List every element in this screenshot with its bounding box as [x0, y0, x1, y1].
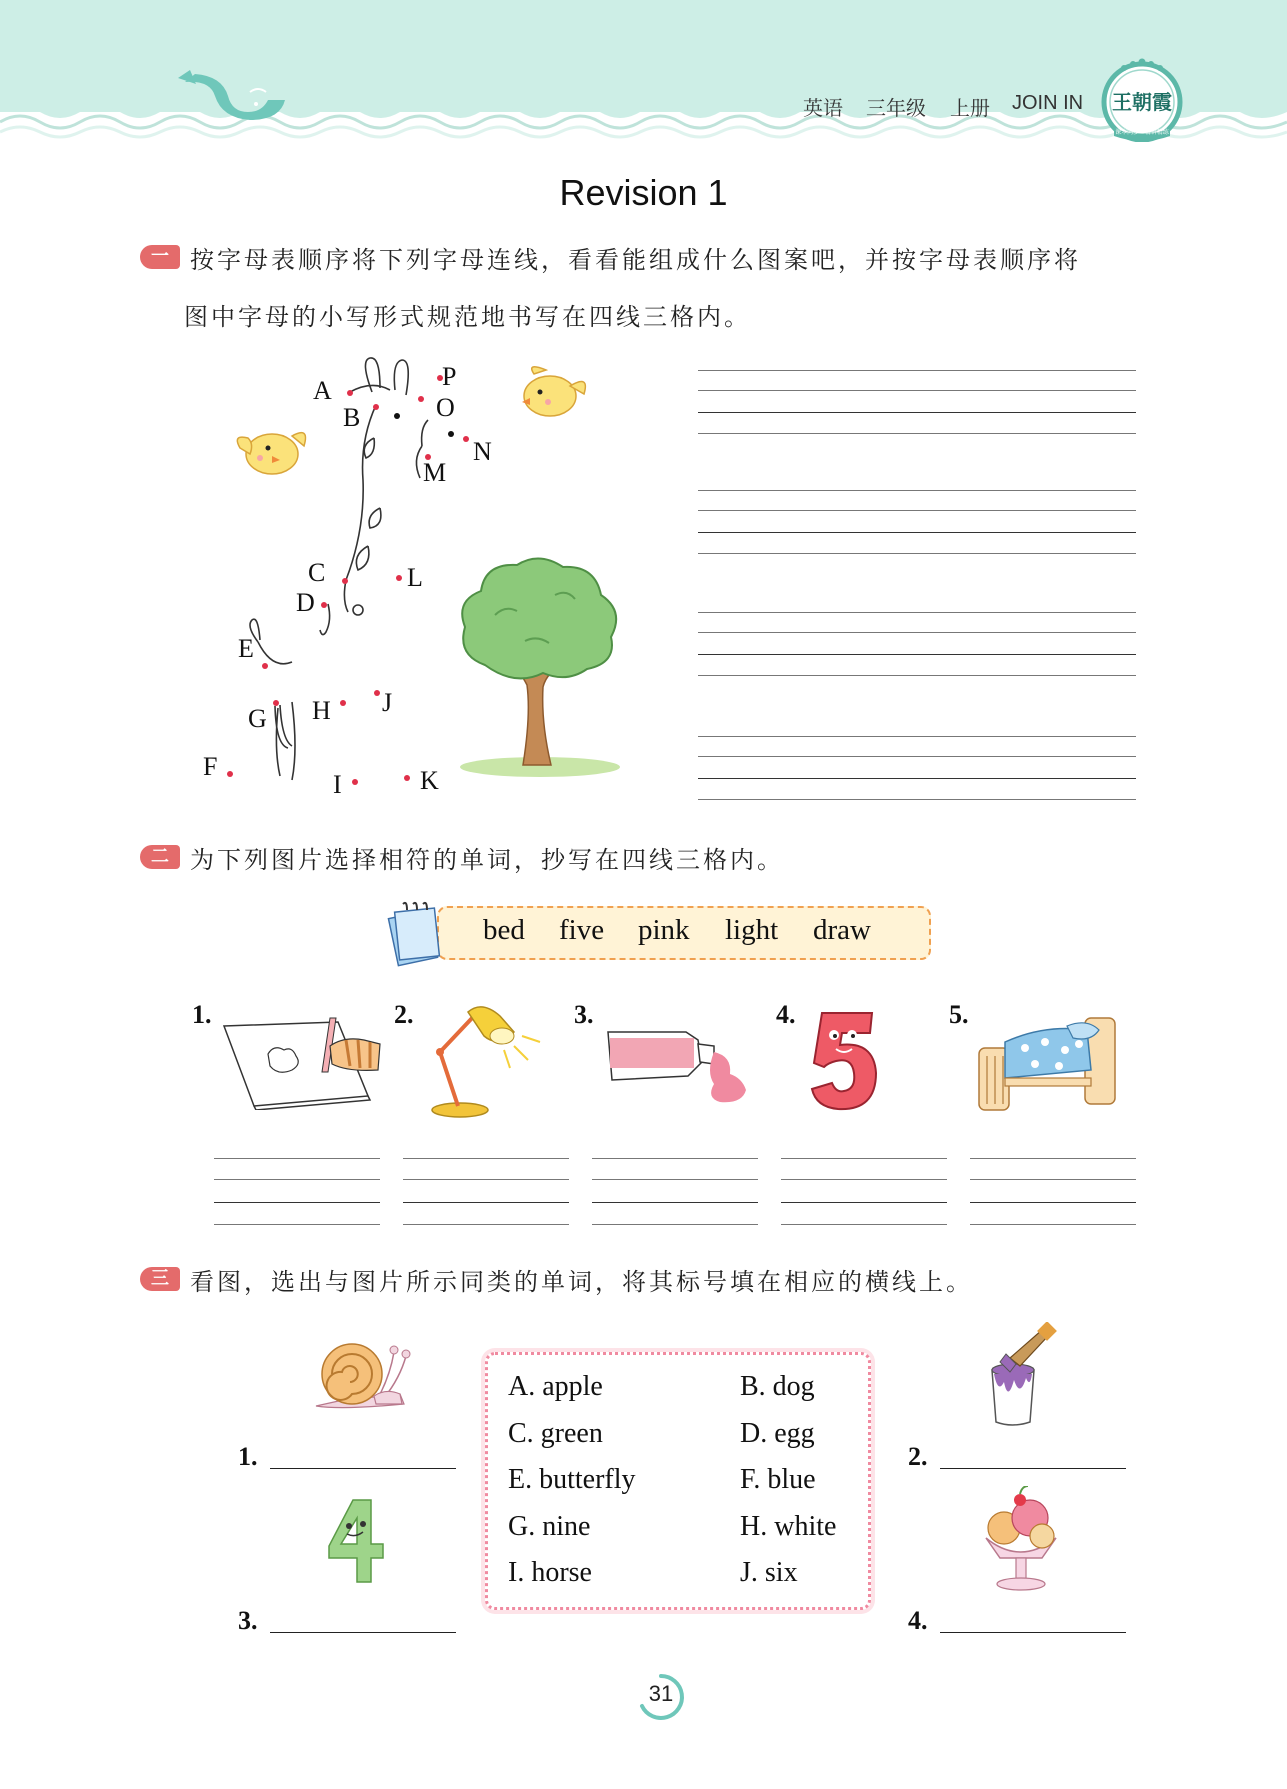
writing-grid[interactable]	[698, 490, 1136, 556]
word-bed: bed	[483, 914, 525, 946]
logo-subtext: 课本同步 · 精讲精练	[1115, 129, 1169, 136]
item-number: 2.	[394, 1000, 414, 1029]
answer-line-2[interactable]	[940, 1468, 1126, 1469]
dot-G	[273, 700, 279, 706]
question-number: 1.	[238, 1442, 258, 1471]
section1-instruction-line2: 图中字母的小写形式规范地书写在四线三格内。	[184, 303, 751, 331]
option-G: G. nine	[508, 1511, 591, 1542]
publisher-logo	[1100, 58, 1184, 142]
wave-banner	[0, 0, 1287, 160]
bird-icon	[510, 360, 590, 426]
option-D: D. egg	[740, 1418, 815, 1449]
pink-paint-tube-icon	[602, 1018, 752, 1113]
word-draw: draw	[813, 914, 871, 946]
option-A: A. apple	[508, 1371, 603, 1402]
writing-grid[interactable]	[698, 736, 1136, 802]
letter-B: B	[343, 403, 361, 432]
dot-I	[352, 779, 358, 785]
letter-F: F	[203, 752, 218, 781]
question-number: 4.	[908, 1606, 928, 1635]
item-number: 1.	[192, 1000, 212, 1029]
dot-N	[463, 436, 469, 442]
dot-J	[374, 690, 380, 696]
word-light: light	[725, 914, 779, 946]
section2-instruction: 为下列图片选择相符的单词，抄写在四线三格内。	[190, 846, 784, 874]
answer-line-1[interactable]	[270, 1468, 456, 1469]
letter-L: L	[407, 563, 423, 592]
word-bank	[385, 900, 931, 962]
dot-L	[396, 575, 402, 581]
word-pink: pink	[638, 914, 690, 946]
section1-badge: 一	[140, 245, 180, 269]
section2-badge: 二	[140, 845, 180, 869]
dot-E	[262, 663, 268, 669]
option-E: E. butterfly	[508, 1464, 636, 1495]
number-four-icon	[325, 1496, 397, 1586]
dot-C	[342, 578, 348, 584]
bird-icon	[232, 418, 312, 484]
letter-C: C	[308, 558, 326, 587]
notepad-icon	[385, 900, 445, 970]
writing-grid[interactable]	[403, 1158, 569, 1226]
bed-icon	[975, 1008, 1120, 1112]
writing-grid[interactable]	[970, 1158, 1136, 1226]
dot-K	[404, 775, 410, 781]
letter-A: A	[313, 376, 332, 405]
option-I: I. horse	[508, 1557, 592, 1588]
dot-O	[418, 396, 424, 402]
writing-grid[interactable]	[698, 612, 1136, 678]
section3-instruction: 看图，选出与图片所示同类的单词，将其标号填在相应的横线上。	[190, 1268, 973, 1296]
logo-text: 王朝霞	[1112, 90, 1172, 114]
letter-M: M	[423, 458, 447, 487]
section1-instruction-line1: 按字母表顺序将下列字母连线，看看能组成什么图案吧，并按字母表顺序将	[190, 246, 1081, 274]
letter-G: G	[248, 704, 267, 733]
dot-D	[321, 602, 327, 608]
writing-grid[interactable]	[592, 1158, 758, 1226]
eye-dot	[448, 431, 454, 437]
letter-O: O	[436, 393, 455, 422]
letter-E: E	[238, 634, 254, 663]
page-title: Revision 1	[559, 172, 728, 213]
letter-K: K	[420, 766, 439, 795]
header-volume: 上册	[950, 96, 990, 120]
desk-lamp-icon	[418, 1002, 543, 1120]
option-B: B. dog	[740, 1371, 815, 1402]
header-edition: JOIN IN	[1012, 92, 1084, 114]
letter-P: P	[442, 362, 457, 391]
tree-icon	[455, 555, 625, 780]
snail-icon	[312, 1336, 412, 1412]
writing-grid[interactable]	[214, 1158, 380, 1226]
ice-cream-icon	[976, 1486, 1066, 1594]
option-C: C. green	[508, 1418, 603, 1449]
dot-A	[347, 390, 353, 396]
letter-N: N	[473, 437, 492, 466]
header-grade: 三年级	[866, 96, 926, 120]
dot-H	[340, 700, 346, 706]
header-subject: 英语	[803, 96, 843, 120]
letter-J: J	[382, 688, 393, 717]
dot-F	[227, 771, 233, 777]
option-J: J. six	[740, 1557, 798, 1588]
eye-dot	[394, 413, 400, 419]
answer-line-3[interactable]	[270, 1632, 456, 1633]
answer-line-4[interactable]	[940, 1632, 1126, 1633]
word-five: five	[559, 914, 605, 946]
number-five-icon	[808, 1005, 883, 1117]
letter-D: D	[296, 588, 315, 617]
dot-B	[373, 404, 379, 410]
drawing-hand-icon	[218, 1010, 383, 1110]
item-number: 4.	[776, 1000, 796, 1029]
writing-grid[interactable]	[698, 370, 1136, 436]
letter-H: H	[312, 696, 331, 725]
page-number: 31	[648, 1681, 674, 1706]
question-number: 3.	[238, 1606, 258, 1635]
purple-paint-icon	[982, 1322, 1062, 1430]
options-box	[485, 1352, 871, 1610]
letter-I: I	[333, 770, 342, 799]
option-H: H. white	[740, 1511, 837, 1542]
page-header	[0, 0, 1287, 160]
question-number: 2.	[908, 1442, 928, 1471]
section3-badge: 三	[140, 1267, 180, 1291]
writing-grid[interactable]	[781, 1158, 947, 1226]
item-number: 3.	[574, 1000, 594, 1029]
option-F: F. blue	[740, 1464, 816, 1495]
item-number: 5.	[949, 1000, 969, 1029]
